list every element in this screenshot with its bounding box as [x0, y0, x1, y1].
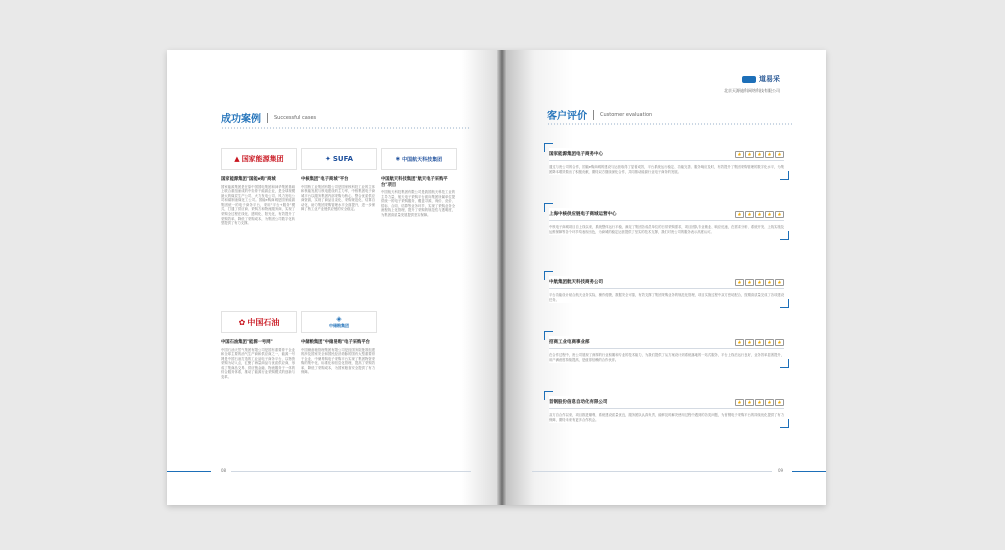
dotted-rule: [547, 123, 792, 125]
case-card: [221, 311, 295, 380]
review-header: [549, 208, 784, 220]
thumb-up-icon: 👍: [765, 399, 774, 406]
footer-line: [167, 471, 211, 472]
case-title: 中储粮集团"中储易购"电子采购平台: [301, 340, 370, 345]
thumb-up-icon: 👍: [745, 399, 754, 406]
thumb-up-icon: 👍: [775, 279, 784, 286]
case-title: 国家能源集团"国能e购"商城: [221, 177, 276, 182]
thumb-up-icon: 👍: [755, 399, 764, 406]
right-page: [502, 50, 826, 505]
review-company: 首钢股份信息自动化有限公司: [549, 400, 608, 405]
review-header: [549, 276, 784, 288]
page-number: 08: [221, 468, 227, 473]
review-body: 双方自合作以来，项目推进顺利，系统建设质量优良，服务团队认真负责，能够及时解决使用过程中遇到的各类问题，为首钢电子采购平台的持续优化提供了有力保障，期待未来有更多合作机会。: [549, 413, 784, 422]
case-logo: [221, 311, 297, 333]
case-logo: [301, 148, 377, 170]
case-logo: [221, 148, 297, 170]
quote-corner-icon: [780, 359, 789, 368]
brand-mark-icon: [742, 76, 756, 83]
review-card: [549, 208, 784, 235]
case-logo-text: 中国航天科技集团: [402, 156, 443, 163]
case-logo: [381, 148, 457, 170]
case-logo-text: 中储粮集团: [329, 323, 349, 328]
thumb-up-icon: 👍: [735, 339, 744, 346]
review-body: 平台功能设计贴合航天业务实际，操作便捷，数据安全可靠，有效支撑了集团采购业务的规范化管理，项目实施过程中双方密切配合，按期高质量完成了各项建设任务。: [549, 293, 784, 302]
footer-rule: [532, 471, 772, 472]
case-logo-icon: ▲: [234, 155, 240, 163]
case-body: 国家能源集团是在原中国国电集团和神华集团基础上联合重组而成的中央骨干能源企业，是全球规模最大的煤炭生产公司、火力发电公司、风力发电公司和煤制油煤化工公司。国能e购商城是国家能源集团统一的电子商务平台，采用"平台+服务"模式，打通了供应商、采购方和物流服务商，实现了采购全过程在线化、透明化、阳光化，有效提升了采购效率，降低了采购成本，为集团公司数字化转型提供了有力支撑。: [221, 184, 295, 226]
case-logo: [301, 311, 377, 333]
brand-logo: [742, 74, 780, 84]
case-card: [221, 148, 295, 226]
review-body: 中核电子商城项目自上线以来，系统整体运行平稳，满足了集团各成员单位的日常采购需求，项目团队专业敏业、响应迅速，在需求分析、系统开发、上线实施及运维保障等各个环节均表现出色，为商城的稳定运营提供了坚实的技术支撑，我们对贵公司的服务表示高度认可。: [549, 225, 784, 234]
review-body: 通过与贵公司的合作，国能e购商城的建设与运营取得了显著成效，平台系统运行稳定、功能完善、服务响应及时，有效提升了集团采购管理的数字化水平，为集团降本增效做出了积极贡献，期待双方继续深化合作，共同推动能源行业电子商务的发展。: [549, 165, 784, 174]
page-number: 09: [778, 468, 784, 473]
thumb-up-icon: 👍: [745, 279, 754, 286]
quote-corner-icon: [780, 419, 789, 428]
thumb-up-icon: 👍: [765, 151, 774, 158]
thumb-up-icon: 👍: [735, 399, 744, 406]
left-page: [167, 50, 502, 505]
section-title-cn: 客户评价: [547, 111, 587, 122]
section-title-cn: 成功案例: [221, 114, 261, 125]
dotted-rule: [221, 127, 471, 129]
thumb-up-icon: 👍: [735, 151, 744, 158]
footer-line: [792, 471, 826, 472]
title-divider: [593, 110, 594, 120]
section-title: [547, 107, 652, 122]
thumbs-rating: [735, 339, 784, 346]
case-body: 中国核工业集团有限公司是国家核科技工业的主体和核能发展与核电建设的主力军，中核集团电子商城平台以服务集团内部采购为核心，整合优质供应商资源，实现了商品目录化、采购规范化、结算自动化，助力集团采购管理水平全面提升，进一步保障了核工业产业链供应链的安全稳定。: [301, 184, 375, 212]
case-logo-text: SUFA: [332, 155, 353, 163]
review-company: 国家能源集团电子商务中心: [549, 152, 603, 157]
case-body: 中国储备粮管理集团有限公司是经国务院批准组建的涉及国家安全和国民经济命脉的国有大型重要骨干企业，中储易购电子采购平台实现了集团物资采购的集中化、标准化和信息化管理，提高了采购效率，降低了采购成本，为国家粮食安全提供了有力保障。: [301, 347, 375, 375]
review-divider: [549, 408, 784, 409]
review-card: [549, 148, 784, 175]
quote-corner-icon: [544, 143, 553, 152]
review-header: [549, 396, 784, 408]
brand-name: 道易采: [759, 75, 780, 83]
quote-corner-icon: [544, 271, 553, 280]
case-logo-icon: ◈: [336, 315, 342, 323]
case-title: 中国航天科技集团"航天电子采购平台"项目: [381, 177, 448, 188]
review-divider: [549, 288, 784, 289]
case-card: [381, 148, 455, 218]
title-divider: [267, 113, 268, 123]
case-logo-icon: ◉: [395, 156, 401, 162]
quote-corner-icon: [780, 231, 789, 240]
thumb-up-icon: 👍: [735, 211, 744, 218]
section-title: [221, 110, 316, 125]
review-header: [549, 148, 784, 160]
quote-corner-icon: [544, 391, 553, 400]
quote-corner-icon: [780, 171, 789, 180]
quote-corner-icon: [544, 331, 553, 340]
quote-corner-icon: [780, 299, 789, 308]
case-card: [301, 148, 375, 212]
case-card: [301, 311, 375, 375]
company-name: 北京天源迪科网络科技有限公司: [724, 88, 780, 93]
case-logo-text: 国家能源集团: [241, 155, 284, 163]
case-title: 中核集团"电子商城"平台: [301, 177, 349, 182]
thumb-up-icon: 👍: [765, 279, 774, 286]
brochure-spread: [167, 50, 826, 505]
review-divider: [549, 220, 784, 221]
book-spine: [497, 50, 507, 505]
thumb-up-icon: 👍: [775, 339, 784, 346]
thumbs-rating: [735, 279, 784, 286]
review-card: [549, 276, 784, 303]
thumbs-rating: [735, 399, 784, 406]
review-divider: [549, 348, 784, 349]
thumb-up-icon: 👍: [775, 211, 784, 218]
review-company: 上海中核供应链电子商城运营中心: [549, 212, 617, 217]
quote-corner-icon: [544, 203, 553, 212]
review-body: 在合作过程中，贵公司展现了深厚的行业积累和专业的技术能力，为我们提供了从方案设计到系统落地的一站式服务，平台上线后运行良好，业务效率显著提升，用户满意度持续提高，是值得信赖的合作伙伴。: [549, 353, 784, 362]
review-divider: [549, 160, 784, 161]
case-logo-icon: ✿: [238, 317, 246, 327]
review-company: 招商工业电商事业部: [549, 340, 590, 345]
review-header: [549, 336, 784, 348]
thumb-up-icon: 👍: [765, 339, 774, 346]
thumb-up-icon: 👍: [735, 279, 744, 286]
thumb-up-icon: 👍: [755, 339, 764, 346]
footer-rule: [231, 471, 471, 472]
case-logo-text: 中国石油: [247, 317, 280, 327]
section-title-en: Successful cases: [274, 114, 317, 121]
case-logo-icon: ✦: [325, 155, 331, 163]
thumb-up-icon: 👍: [755, 151, 764, 158]
thumbs-rating: [735, 151, 784, 158]
review-card: [549, 336, 784, 363]
thumb-up-icon: 👍: [775, 399, 784, 406]
case-title: 中国石油集团"能源一号网": [221, 340, 273, 345]
review-company: 中航集团航天科技商务公司: [549, 280, 603, 285]
thumbs-rating: [735, 211, 784, 218]
thumb-up-icon: 👍: [745, 339, 754, 346]
thumb-up-icon: 👍: [745, 151, 754, 158]
thumb-up-icon: 👍: [745, 211, 754, 218]
section-title-en: Customer evaluation: [600, 111, 653, 118]
thumb-up-icon: 👍: [755, 211, 764, 218]
case-body: 中国航天科技集团有限公司是我国航天科技工业的主导力量，航天电子采购平台面向集团所属单位提供统一的电子采购服务，覆盖寻源、询价、竞价、招标、合同、结算等业务环节，实现了采购业务全流程线上化管理，提升了采购的规范性与透明度，为集团高质量发展提供坚实保障。: [381, 190, 455, 217]
case-body: 中国石油天然气集团有限公司是国有重要骨干企业和全球主要的油气生产商和供应商之一，能源一号网是中国石油打造的工业品电子商务平台，以物资采购为切入点，汇聚了海量商品与优质供应商，形成了集商品交易、供应链金融、物流服务于一体的综合服务体系，推动了能源行业采购模式的创新与变革。: [221, 347, 295, 380]
thumb-up-icon: 👍: [775, 151, 784, 158]
thumb-up-icon: 👍: [765, 211, 774, 218]
thumb-up-icon: 👍: [755, 279, 764, 286]
review-card: [549, 396, 784, 423]
